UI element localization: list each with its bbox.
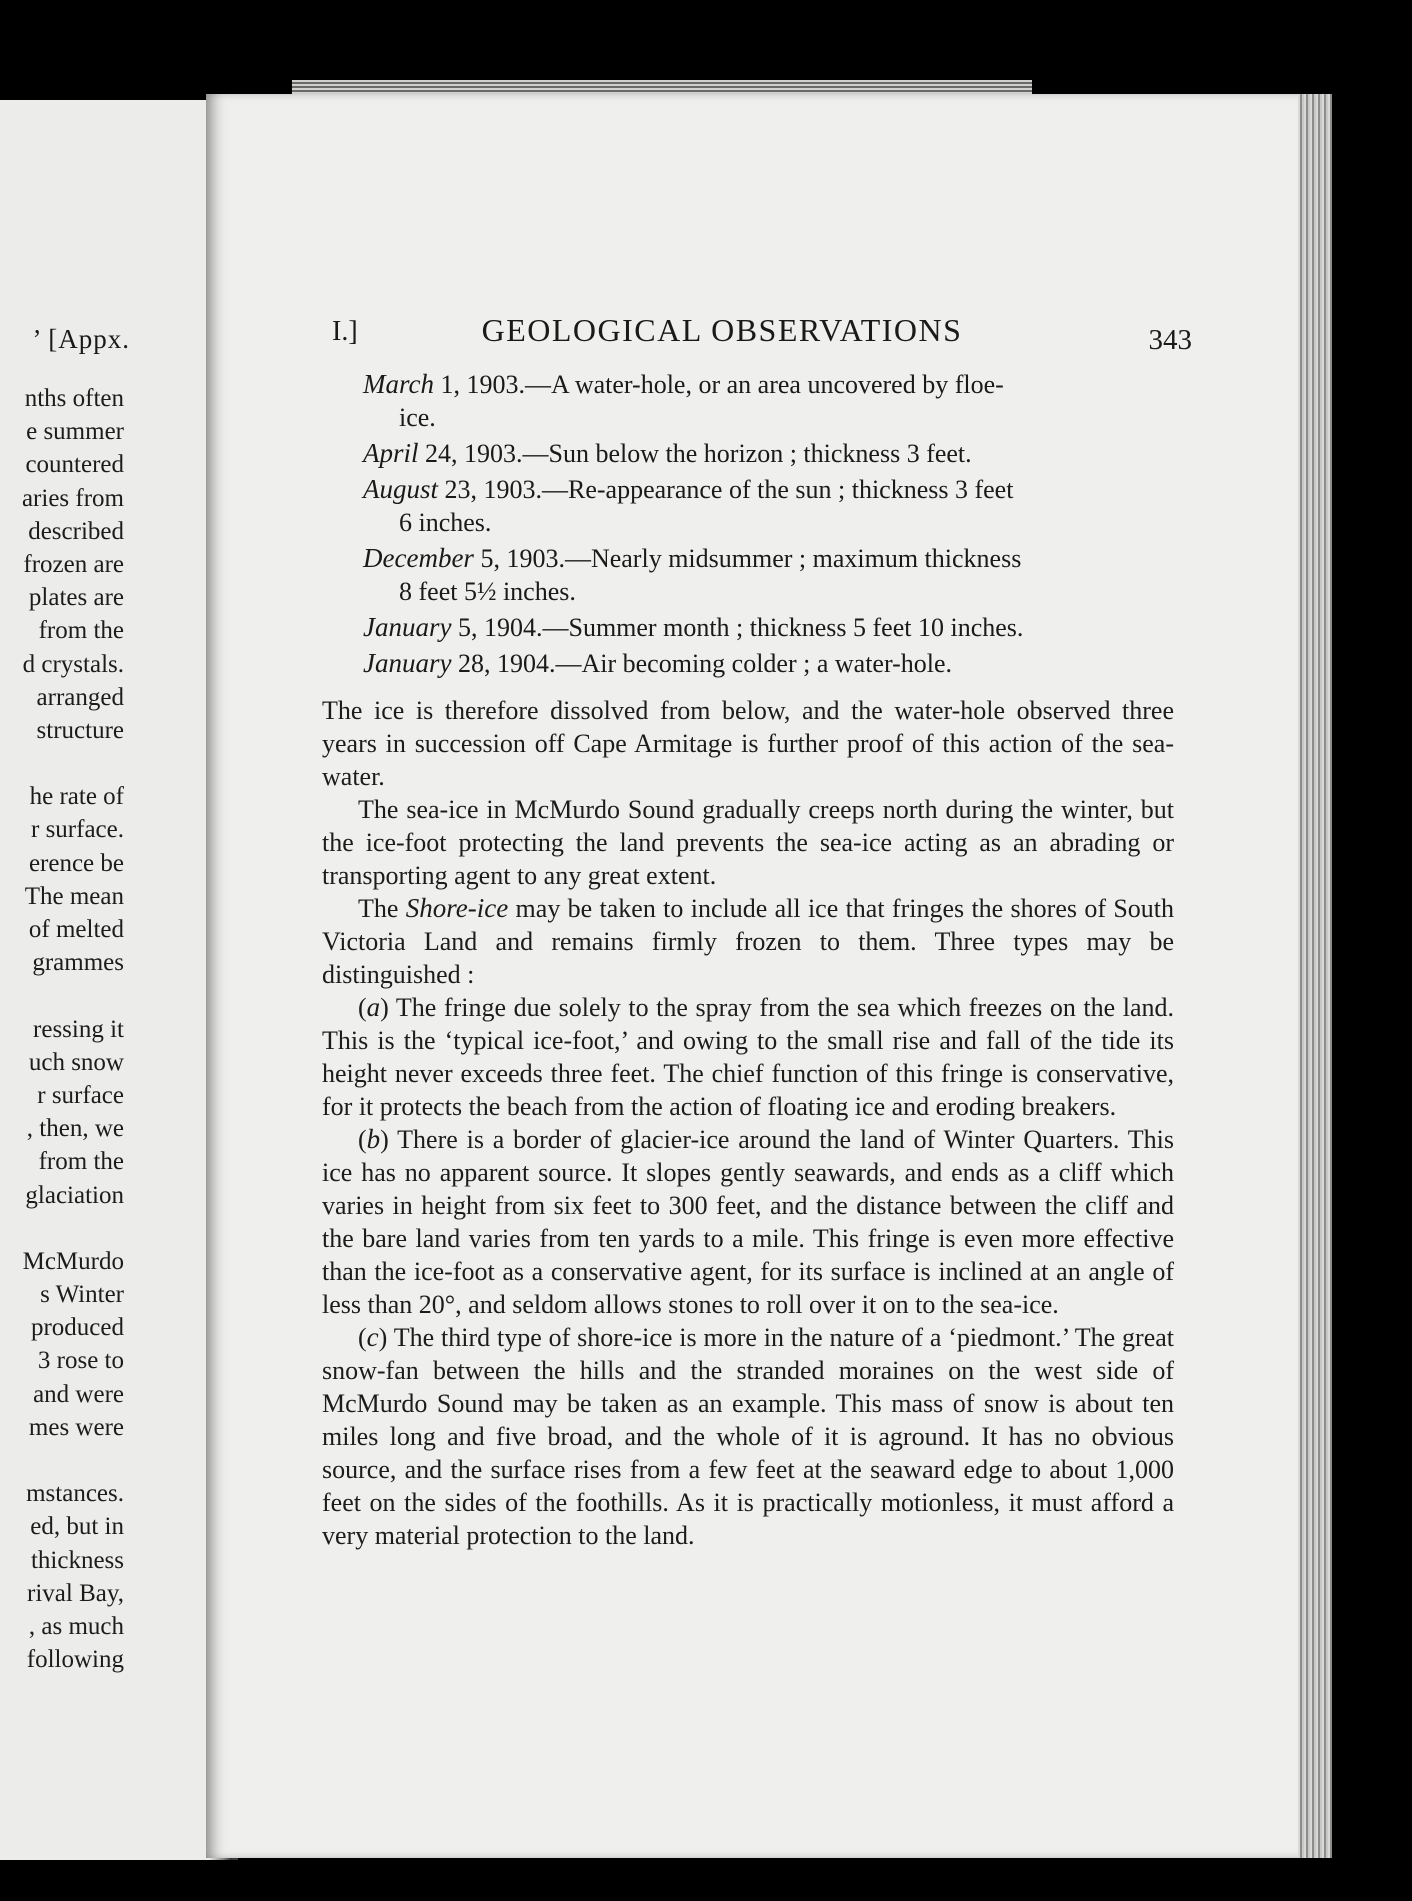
left-page-line: d crystals. [22,650,124,678]
left-page-line: plates are [28,584,124,612]
left-page-line: glaciation [25,1181,124,1209]
left-page-line: he rate of [29,783,124,811]
left-page-line: r surface. [31,816,124,844]
left-page-line [0,979,124,1012]
observation-entry: December 5, 1903.—Nearly midsummer ; maximum thickness 8 feet 5½ inches. [363,543,1022,606]
left-page-line: r surface [37,1081,124,1109]
left-page-line: , as much [28,1612,124,1640]
left-page-line: ed, but in [30,1513,124,1541]
paragraph: The Shore-ice may be taken to include all ice that fringes the shores of South Victoria Land and remains firmly frozen to them. Three types may be distinguished : [322,893,1175,989]
left-page-line: from the [38,617,124,645]
left-page-line: uch snow [28,1048,124,1076]
left-page-line: The mean [24,882,124,910]
left-page-line: e summer [26,418,124,446]
observation-entry: January 5, 1904.—Summer month ; thickness 5 feet 10 inches. [363,612,1024,642]
left-page [0,100,238,1860]
left-page-line: rival Bay, [27,1579,124,1607]
left-running-head: ’ [Appx. [32,324,130,354]
observation-entry: March 1, 1903.—A water-hole, or an area uncovered by floe- ice. [363,369,1004,432]
left-page-line: frozen are [23,550,124,578]
left-page-line: following [26,1646,124,1674]
left-page-line: McMurdo [22,1247,124,1275]
dated-observations [363,368,1173,683]
paragraph: (c) The third type of shore-ice is more in the nature of a ‘piedmont.’ The great snow-fan between the hills and the stranded moraines on the west side of McMurdo Sound may be taken as an example. This mass of snow is about ten miles long and five broad, and the whole of it is aground. It has no obvious source, and the surface rises from a few feet at the seaward edge to about 1,000 feet on the sides of the foothills. As it is practically motionless, it must afford a very material protection to the land. [322,1322,1174,1550]
paragraph: (b) There is a border of glacier-ice around the land of Winter Quarters. This ice has no apparent source. It slopes gently seawards, and ends as a cliff which varies in height from six feet to 300 feet, and the distance between the cliff and the bare land varies from ten yards to a mile. This fringe is even more effective than the ice-foot as a conservative agent, for its surface is inclined at an angle of less than 20°, and seldom allows stones to roll over it on to the sea-ice. [322,1124,1174,1319]
left-page-line: mes were [28,1413,124,1441]
left-page-line: from the [38,1148,124,1176]
observation-entry: January 28, 1904.—Air becoming colder ; a water-hole. [363,648,953,678]
right-page [206,94,1332,1858]
section-marker: I.] [332,316,358,347]
left-page-line: 3 rose to [37,1347,124,1375]
page-title: GEOLOGICAL OBSERVATIONS [481,312,963,348]
left-page-line [0,1444,124,1477]
page-number: 343 [1148,324,1192,356]
left-page-line: structure [36,716,124,744]
left-page-line: thickness [30,1546,124,1574]
left-page-line: erence be [28,849,124,877]
left-page-line: ressing it [33,1015,124,1043]
left-page-line: mstances. [26,1480,124,1508]
observation-entry: April 24, 1903.—Sun below the horizon ; thickness 3 feet. [363,438,972,468]
left-page-line: produced [30,1314,124,1342]
body-text [322,694,1174,1552]
left-page-line [0,1212,124,1245]
left-page-line: grammes [32,949,124,977]
page-fore-edge [1298,94,1332,1858]
paragraph: The ice is therefore dissolved from below, and the water-hole observed three years in succession off Cape Armitage is further proof of this action of the sea-water. [322,696,1174,791]
running-head [332,312,1192,356]
left-page-line: nths often [24,385,124,412]
left-page-line: , then, we [26,1115,124,1143]
left-page-line: aries from [21,484,124,512]
left-page-text [0,382,124,1676]
left-page-line [0,747,124,780]
left-page-line: of melted [28,916,124,943]
paragraph: (a) The fringe due solely to the spray from the sea which freezes on the land. This is the ‘typical ice-foot,’ and owing to the small rise and fall of the tide its height never exceeds three feet. The chief function of this fringe is conservative, for it protects the beach from the action of floating ice and eroding breakers. [322,992,1174,1121]
paragraph: The sea-ice in McMurdo Sound gradually creeps north during the winter, but the ice-foot protecting the land prevents the sea-ice acting as an abrading or transporting agent to any great extent. [322,795,1174,890]
observation-entry: August 23, 1903.—Re-appearance of the sun ; thickness 3 feet 6 inches. [363,474,1014,537]
left-page-line: countered [25,451,124,479]
left-page-line: described [28,517,124,545]
left-page-line: arranged [36,683,124,711]
left-page-line: and were [33,1380,124,1408]
left-page-line: s Winter [40,1281,124,1309]
